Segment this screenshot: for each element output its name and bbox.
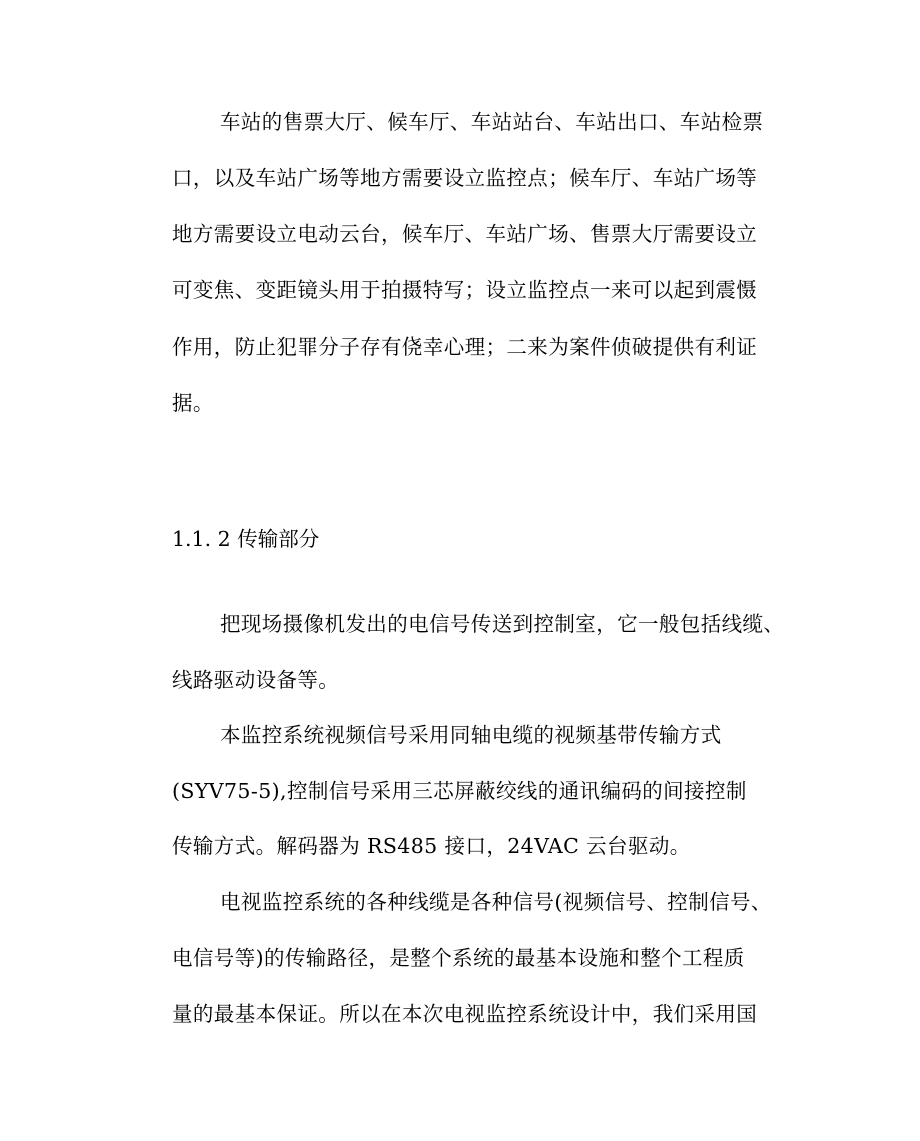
paragraph2-line-1: 把现场摄像机发出的电信号传送到控制室，它一般包括线缆、: [220, 612, 785, 636]
paragraph3-line-2: (SYV75-5),控制信号采用三芯屏蔽绞线的通讯编码的间接控制: [172, 779, 747, 803]
section-heading: 1.1. 2 传输部分: [172, 527, 320, 551]
paragraph2-line-2: 线路驱动设备等。: [172, 668, 340, 692]
paragraph3-line-1: 本监控系统视频信号采用同轴电缆的视频基带传输方式: [220, 723, 722, 747]
paragraph1-line-6: 据。: [172, 391, 214, 415]
paragraph1-line-4: 可变焦、变距镜头用于拍摄特写；设立监控点一来可以起到震慑: [172, 278, 758, 302]
paragraph1-line-1: 车站的售票大厅、候车厅、车站站台、车站出口、车站检票: [220, 110, 764, 134]
paragraph1-line-2: 口，以及车站广场等地方需要设立监控点；候车厅、车站广场等: [172, 166, 758, 190]
paragraph1-line-3: 地方需要设立电动云台，候车厅、车站广场、售票大厅需要设立: [172, 222, 758, 246]
paragraph4-line-2: 电信号等)的传输路径，是整个系统的最基本设施和整个工程质: [172, 946, 745, 970]
paragraph4-line-3: 量的最基本保证。所以在本次电视监控系统设计中，我们采用国: [172, 1002, 758, 1026]
paragraph1-line-5: 作用，防止犯罪分子存有侥幸心理；二来为案件侦破提供有利证: [172, 335, 758, 359]
paragraph4-line-1: 电视监控系统的各种线缆是各种信号(视频信号、控制信号、: [220, 890, 772, 914]
paragraph3-line-3: 传输方式。解码器为 RS485 接口，24VAC 云台驱动。: [172, 834, 691, 858]
